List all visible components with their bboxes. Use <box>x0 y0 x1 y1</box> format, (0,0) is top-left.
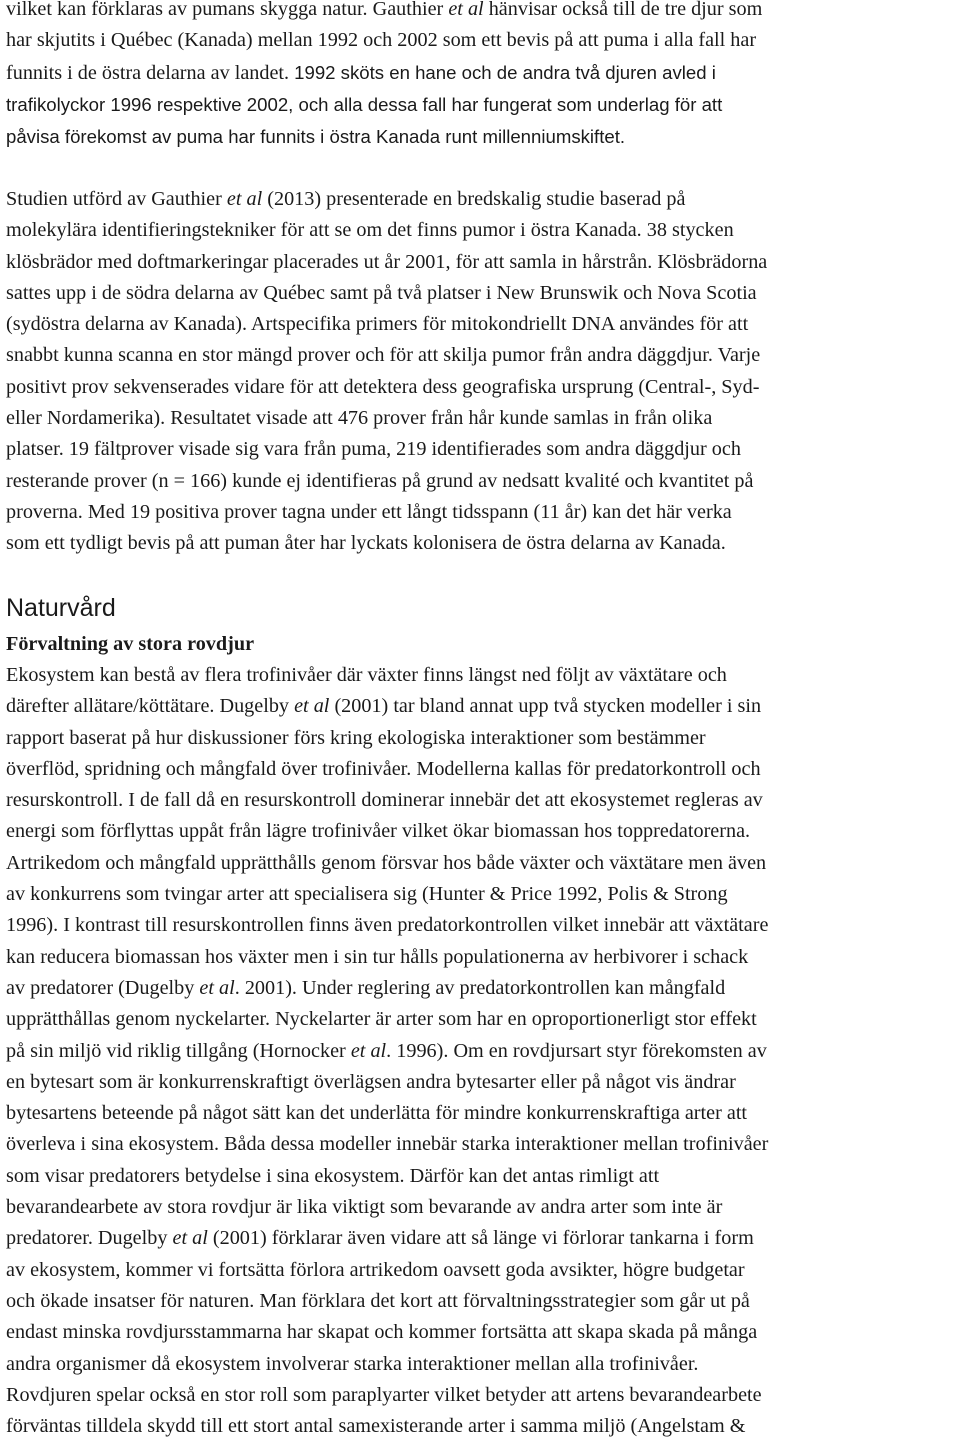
text-run: rapport baserat på hur diskussioner förs kring ekologiska interaktioner som bestämmer <box>6 726 706 749</box>
text-line <box>6 942 768 973</box>
text-line <box>6 215 767 246</box>
text-line <box>6 1380 768 1411</box>
text-line <box>6 723 768 754</box>
text-line <box>6 973 768 1004</box>
text-run: och ökade insatser för naturen. Man förklara det kort att förvaltningsstrategier som går ut på <box>6 1289 750 1312</box>
text-line <box>6 1129 768 1160</box>
text-run: Artrikedom och mångfald upprätthålls genom försvar hos både växter och växtätare men även <box>6 851 767 874</box>
text-line <box>6 340 767 371</box>
text-run: överflöd, spridning och mångfald över trofinivåer. Modellerna kallas för predatorkontroll och <box>6 757 761 780</box>
text-run: Rovdjuren spelar också en stor roll som paraplyarter vilket betyder att artens bevarandearbete <box>6 1383 762 1406</box>
italic-text: et al <box>294 695 330 718</box>
italic-text: et al <box>448 0 484 20</box>
text-line <box>6 691 768 722</box>
text-run: trafikolyckor 1996 respektive 2002, och alla dessa fall har fungerat som underlag för att <box>6 93 723 115</box>
text-line <box>6 1192 768 1223</box>
italic-text: et al <box>350 1039 387 1062</box>
text-line <box>6 403 767 434</box>
text-line <box>6 1411 768 1442</box>
ecosystem-paragraph <box>6 660 768 1442</box>
text-run: Ekosystem kan bestå av flera trofinivåer där växter finns längst ned följt av växtätare och <box>6 664 727 686</box>
text-run: resurskontroll. I de fall då en resurskontroll dominerar innebär det att ekosystemet regleras av <box>6 789 763 812</box>
text-line <box>6 434 767 465</box>
text-run: proverna. Med 19 positiva prover tagna under ett långt tidsspann (11 år) kan det här verka <box>6 500 732 523</box>
text-line <box>6 754 768 785</box>
text-run: en bytesart som är konkurrenskraftigt överlägsen andra bytesarter eller på något vis ändrar <box>6 1070 736 1093</box>
sub-heading: Förvaltning av stora rovdjur <box>6 633 255 655</box>
text-run: 1996). I kontrast till resurskontrollen finns även predatorkontrollen vilket innebär att växtätare <box>6 914 769 937</box>
text-run: därefter allätare/köttätare. Dugelby <box>6 695 295 718</box>
text-run: (2001) förklarar även vidare att så länge vi förlorar tankarna i form <box>207 1227 754 1250</box>
text-line <box>6 1349 768 1380</box>
text-line <box>6 497 767 528</box>
text-run: som ett tydligt bevis på att puman åter har lyckats kolonisera de östra delarna av Kanada. <box>6 532 726 555</box>
text-line <box>6 1286 768 1317</box>
text-line <box>6 1317 768 1348</box>
text-run: förväntas tilldela skydd till ett stort antal samexisterande arter i samma miljö (Angelstam & <box>6 1415 746 1438</box>
text-run: bevarandearbete av stora rovdjur är lika viktigt som bevarande av andra arter som inte är <box>6 1196 723 1219</box>
italic-text: et al <box>226 188 263 210</box>
text-line <box>6 184 767 215</box>
text-line <box>6 372 767 403</box>
text-run: hänvisar också till de tre djur som <box>483 0 763 20</box>
text-line <box>6 848 768 879</box>
text-line <box>6 309 767 340</box>
section-heading: Naturvård <box>6 594 116 622</box>
text-line <box>6 1223 768 1254</box>
text-run: eller Nordamerika). Resultatet visade att 476 prover från hår kunde samlas in från olika <box>6 407 713 430</box>
text-run: energi som förflyttas uppåt från lägre trofinivåer vilket ökar biomassan hos toppredatorerna. <box>6 820 751 843</box>
text-run: överleva i sina ekosystem. Båda dessa modeller innebär starka interaktioner mellan trofinivåer <box>6 1133 769 1156</box>
text-run: upprätthållas genom nyckelarter. Nyckelarter är arter som har en oproportionerligt stor effekt <box>6 1008 757 1031</box>
text-line <box>6 1098 768 1129</box>
text-run: Studien utförd av Gauthier <box>6 188 227 210</box>
text-line <box>6 466 767 497</box>
text-line <box>6 1161 768 1192</box>
text-run: (sydöstra delarna av Kanada). Artspecifika primers för mitokondriellt DNA användes för att <box>6 313 749 336</box>
text-line <box>6 25 762 56</box>
text-run: positivt prov sekvenserades vidare för att detektera dess geografiska ursprung (Central-, Syd- <box>6 375 760 398</box>
text-line <box>6 121 762 153</box>
text-line <box>6 1004 768 1035</box>
text-run: funnits i de östra delarna av landet. <box>6 61 295 84</box>
text-run: resterande prover (n = 166) kunde ej identifieras på grund av nedsatt kvalité och kvantitet på <box>6 469 754 492</box>
text-line <box>6 1255 768 1286</box>
italic-text: et al <box>199 976 235 999</box>
text-run: andra organismer då ekosystem involverar starka interaktioner mellan alla trofinivåer. <box>6 1352 699 1375</box>
text-run: av ekosystem, kommer vi fortsätta förlora artrikedom oavsett goda avsikter, högre budgetar <box>6 1258 745 1281</box>
text-run: vilket kan förklaras av pumans skygga natur. Gauthier <box>6 0 449 20</box>
text-line <box>6 660 768 691</box>
study-paragraph <box>6 184 767 560</box>
text-line <box>6 247 767 278</box>
intro-paragraph <box>6 0 762 153</box>
text-line <box>6 879 768 910</box>
text-run: kan reducera biomassan hos växter men i sin tur hålls populationerna av herbivorer i schack <box>6 945 749 968</box>
text-line <box>6 785 768 816</box>
text-run: 1992 sköts en hane och de andra två djuren avled i <box>294 61 716 83</box>
text-run: endast minska rovdjursstammarna har skapat och kommer fortsätta att skapa skada på många <box>6 1321 758 1344</box>
text-line <box>6 910 768 941</box>
italic-text: et al <box>172 1227 208 1250</box>
text-line <box>6 278 767 309</box>
text-run: av predatorer (Dugelby <box>6 976 200 999</box>
text-line <box>6 57 762 89</box>
text-line <box>6 89 762 121</box>
text-line <box>6 1067 768 1098</box>
text-run: påvisa förekomst av puma har funnits i östra Kanada runt millenniumskiftet. <box>6 126 626 148</box>
text-run: sattes upp i de södra delarna av Québec samt på två platser i New Brunswik och Nova Scotia <box>6 281 757 304</box>
text-line <box>6 528 767 559</box>
text-run: har skjutits i Québec (Kanada) mellan 1992 och 2002 som ett bevis på att puma i alla fall har <box>6 29 757 52</box>
text-run: (2001) tar bland annat upp två stycken modeller i sin <box>329 695 762 718</box>
text-line <box>6 0 762 25</box>
text-run: klösbrädor med doftmarkeringar placerades ut år 2001, för att samla in hårstrån. Klösbrädorna <box>6 250 768 273</box>
text-line <box>6 816 768 847</box>
text-line <box>6 1036 768 1067</box>
text-run: av konkurrens som tvingar arter att specialisera sig (Hunter & Price 1992, Polis & Strong <box>6 883 728 906</box>
text-run: platser. 19 fältprover visade sig vara från puma, 219 identifierades som andra däggdjur och <box>6 438 741 461</box>
text-run: molekylära identifieringstekniker för att se om det finns pumor i östra Kanada. 38 stycken <box>6 219 734 242</box>
text-run: . 1996). Om en rovdjursart styr förekomsten av <box>386 1039 767 1062</box>
text-run: snabbt kunna scanna en stor mängd prover och för att skilja pumor från andra däggdjur. Varje <box>6 344 761 367</box>
text-run: predatorer. Dugelby <box>6 1227 173 1250</box>
text-run: (2013) presenterade en bredskalig studie baserad på <box>262 188 686 210</box>
text-run: på sin miljö vid riklig tillgång (Hornocker <box>6 1039 351 1062</box>
text-run: . 2001). Under reglering av predatorkontrollen kan mångfald <box>234 976 726 999</box>
text-run: som visar predatorers betydelse i sina ekosystem. Därför kan det antas rimligt att <box>6 1164 660 1187</box>
text-run: bytesartens beteende på något sätt kan det underlätta för mindre konkurrenskraftiga arter att <box>6 1102 748 1125</box>
